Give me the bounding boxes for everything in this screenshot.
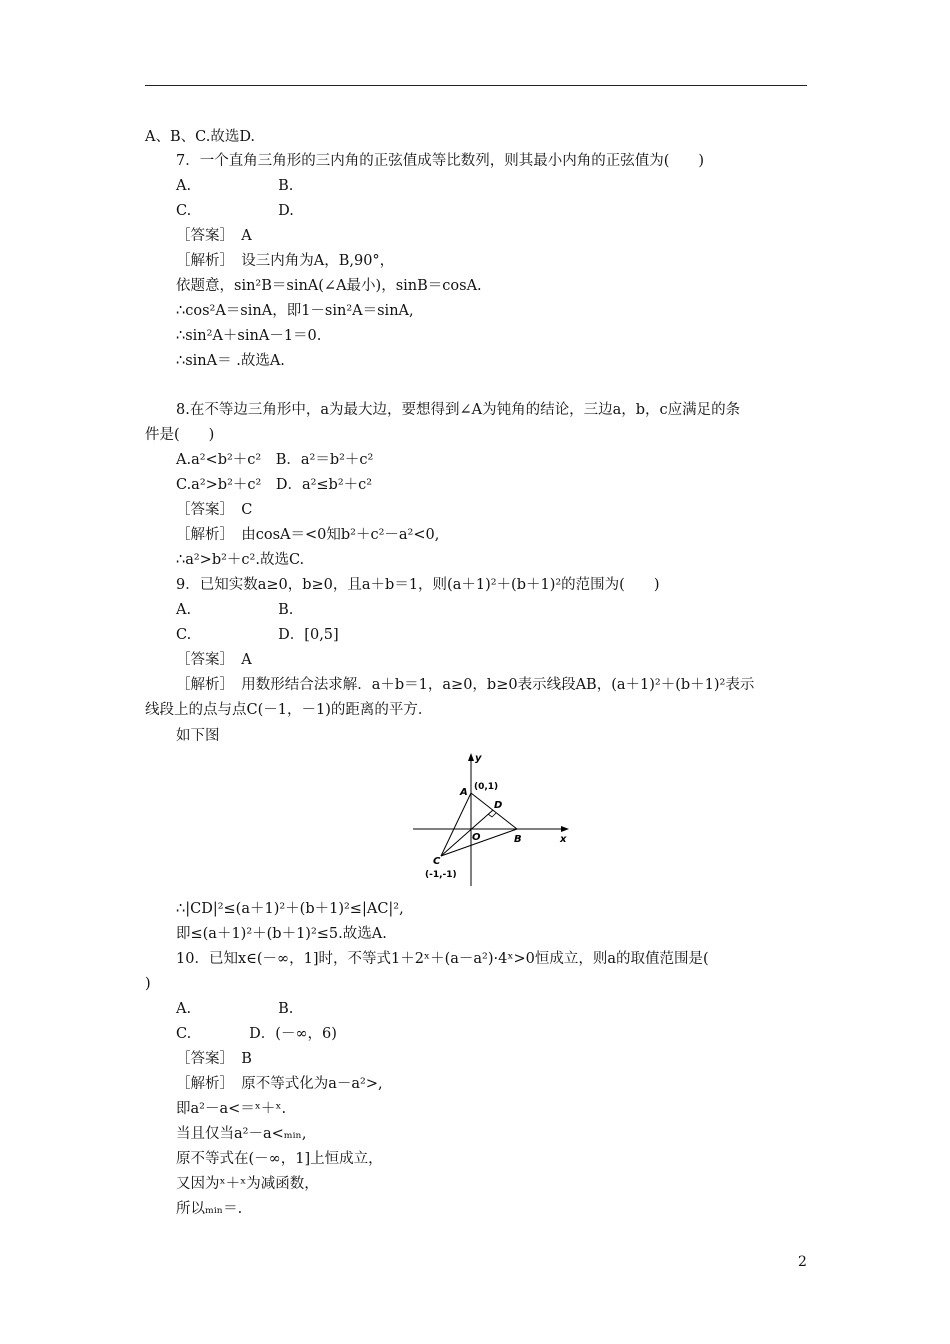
text-line: A、B、C.故选D. (145, 129, 256, 145)
answer-line: ［答案］ A (176, 228, 252, 244)
option-line: A.a²<b²＋c² B．a²＝b²＋c² (176, 452, 374, 468)
point-C-label: C (433, 856, 441, 867)
question-9: 9．已知实数a≥0，b≥0，且a＋b＝1，则(a＋1)²＋(b＋1)²的范围为( ) (176, 577, 660, 593)
text-line: 依题意，sin²B＝sinA(∠A最小)，sinB＝cosA. (176, 278, 482, 294)
point-A-label: A (460, 787, 468, 798)
option-line: A. B. (176, 1001, 294, 1017)
segment-CD (441, 810, 493, 856)
text-line: 件是( ) (145, 427, 215, 443)
origin-label: O (472, 832, 481, 843)
text-line: 如下图 (176, 728, 220, 744)
option-line: C. D．[0,5] (176, 627, 339, 643)
analysis-line: ［解析］ 原不等式化为a－a²>, (176, 1076, 383, 1092)
point-A-coord: (0,1) (474, 782, 499, 792)
text-line: 又因为ˣ＋ˣ为减函数， (176, 1176, 319, 1192)
y-axis-label: y (475, 753, 482, 764)
coordinate-figure (413, 750, 573, 890)
option-line: C.a²>b²＋c² D．a²≤b²＋c² (176, 477, 373, 493)
analysis-line: ［解析］ 用数形结合法求解．a＋b＝1，a≥0，b≥0表示线段AB，(a＋1)²＋(b＋1)²表示 (176, 677, 755, 693)
text-line: ∴sinA＝ .故选A. (176, 353, 285, 369)
answer-line: ［答案］ A (176, 652, 252, 668)
text-line: 线段上的点与点C(－1，－1)的距离的平方． (145, 702, 433, 718)
text-line: 即≤(a＋1)²＋(b＋1)²≤5.故选A. (176, 926, 387, 942)
question-8: 8.在不等边三角形中，a为最大边，要想得到∠A为钝角的结论，三边a，b，c应满足的条 (176, 402, 741, 418)
analysis-line: ［解析］ 设三内角为A，B,90°， (176, 253, 395, 269)
question-7: 7．一个直角三角形的三内角的正弦值成等比数列，则其最小内角的正弦值为( ) (176, 153, 705, 169)
text-line: ∴a²>b²＋c².故选C. (176, 552, 305, 568)
text-line: ∴cos²A＝sinA，即1－sin²A＝sinA, (176, 303, 414, 319)
text-line: ∴sin²A＋sinA－1＝0. (176, 328, 322, 344)
option-line: C. D. (176, 203, 294, 219)
analysis-line: ［解析］ 由cosA＝<0知b²＋c²－a²<0, (176, 527, 440, 543)
point-C-coord: (-1,-1) (425, 870, 457, 880)
text-line: 即a²－a<＝ˣ＋ˣ. (176, 1101, 287, 1117)
answer-line: ［答案］ C (176, 502, 253, 518)
option-line: A. B. (176, 602, 294, 618)
option-line: A. B. (176, 178, 294, 194)
header-rule (145, 85, 807, 86)
answer-line: ［答案］ B (176, 1051, 252, 1067)
point-D-label: D (494, 800, 503, 811)
x-axis-arrow (561, 826, 569, 832)
text-line: 所以ₘᵢₙ＝. (176, 1201, 243, 1217)
question-10: 10．已知x∈(－∞，1]时，不等式1＋2ˣ＋(a－a²)·4ˣ>0恒成立，则a的取值范围是( (176, 951, 709, 967)
text-line: ∴|CD|²≤(a＋1)²＋(b＋1)²≤|AC|², (176, 901, 404, 917)
text-line: ) (145, 976, 151, 992)
x-axis-label: x (560, 834, 567, 845)
page-number: 2 (798, 1254, 807, 1270)
y-axis-arrow (468, 753, 474, 761)
point-B-label: B (514, 834, 522, 845)
option-line: C. D．(－∞，6) (176, 1026, 337, 1042)
text-line: 当且仅当a²－a<ₘᵢₙ, (176, 1126, 307, 1142)
text-line: 原不等式在(－∞，1]上恒成立， (176, 1151, 383, 1167)
